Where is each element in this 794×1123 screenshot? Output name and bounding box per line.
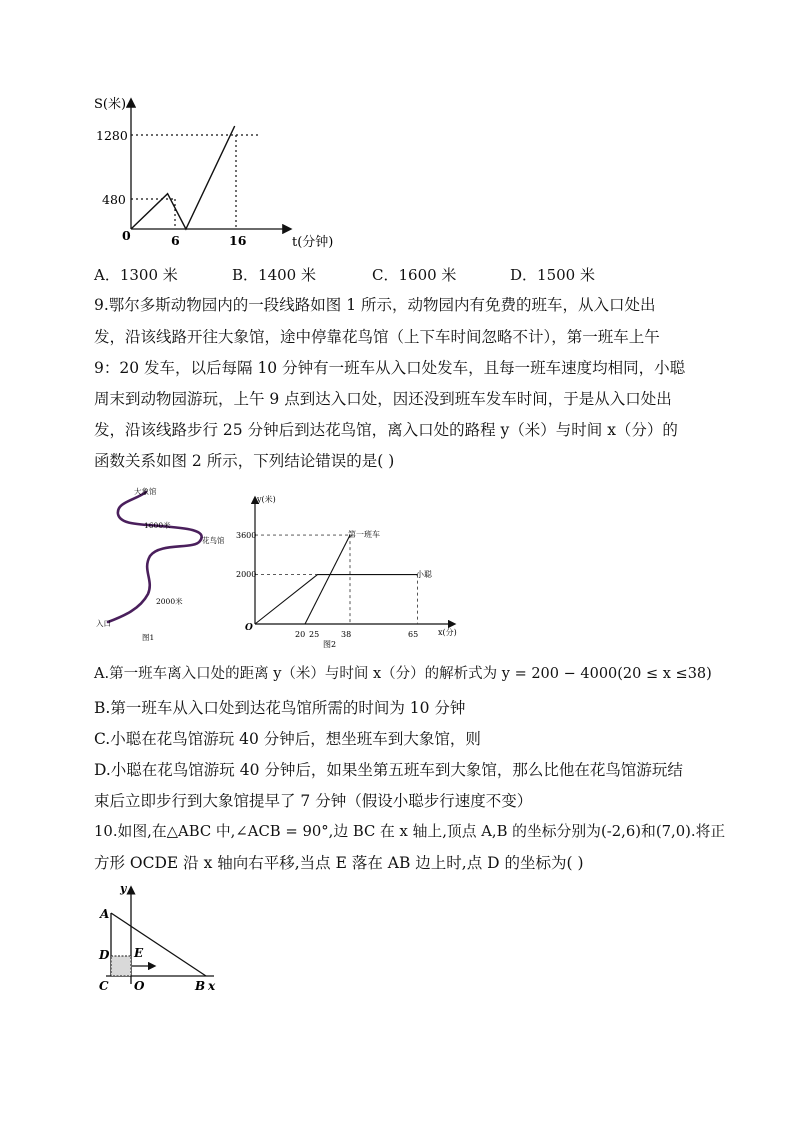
origin-label: 0	[122, 228, 131, 243]
q9-line-3: 9：20 发车，以后每隔 10 分钟有一班车从入口处发车，且每一班车速度均相同，小聪	[94, 359, 686, 377]
label-x: x	[208, 979, 216, 993]
xtick-6: 6	[171, 233, 180, 248]
fig2-xtick-38: 38	[341, 630, 352, 639]
label-o: O	[134, 979, 145, 993]
fig2-caption: 图2	[323, 640, 337, 649]
label-a: A	[100, 907, 110, 921]
route-map-figure1	[94, 484, 224, 644]
y-axis-label: S(米)	[94, 97, 127, 112]
label-e: E	[134, 946, 144, 960]
fig2-x-label: x(分)	[438, 628, 457, 637]
option-9b[interactable]: B.第一班车从入口处到达花鸟馆所需的时间为 10 分钟	[94, 699, 466, 717]
bird-hall-label: 花鸟馆	[202, 536, 224, 545]
x-axis-label: t(分钟)	[292, 235, 334, 250]
fig2-bus-label: 第一班车	[348, 530, 380, 539]
label-d: D	[99, 948, 110, 962]
option-8d[interactable]: D．1500 米	[510, 266, 595, 284]
fig2-dashed-guides	[255, 535, 418, 624]
entrance-label: 入口	[96, 619, 111, 628]
graph-q8	[90, 88, 360, 258]
label-c: C	[99, 979, 109, 993]
fig2-ytick-2000: 2000	[236, 570, 257, 579]
option-9d-line1[interactable]: D.小聪在花鸟馆游玩 40 分钟后，如果坐第五班车到大象馆，那么比他在花鸟馆游玩结	[94, 761, 683, 779]
fig2-ytick-3600: 3600	[236, 531, 257, 540]
q9-line-6: 函数关系如图 2 所示，下列结论错误的是( )	[94, 452, 395, 470]
ytick-480: 480	[102, 192, 126, 207]
label-b: B	[195, 979, 206, 993]
fig2-walker-label: 小聪	[416, 570, 432, 579]
distance-series-line	[131, 126, 235, 229]
fig2-xtick-25: 25	[309, 630, 320, 639]
ytick-1280: 1280	[96, 128, 128, 143]
q10-line-1: 10.如图,在△ABC 中,∠ACB = 90°,边 BC 在 x 轴上,顶点 A,B 的坐标分别为(-2,6)和(7,0).将正	[94, 823, 726, 840]
distance-1600-label: 1600米	[144, 521, 171, 530]
route-path	[108, 492, 202, 622]
square-ocde	[111, 956, 131, 976]
option-8a[interactable]: A．1300 米	[94, 266, 178, 284]
option-9a[interactable]: A.第一班车离入口处的距离 y（米）与时间 x（分）的解析式为 y = 200 − 4000(20 ≤ x ≤38)	[94, 666, 712, 682]
fig2-xtick-20: 20	[295, 630, 306, 639]
label-y: y	[120, 882, 127, 895]
graph-figure2	[236, 490, 466, 650]
option-9c[interactable]: C.小聪在花鸟馆游玩 40 分钟后，想坐班车到大象馆，则	[94, 730, 481, 748]
option-8c[interactable]: C．1600 米	[372, 266, 457, 284]
triangle-square-figure	[94, 882, 234, 997]
distance-2000-label: 2000米	[156, 597, 183, 606]
option-9d-line2: 束后立即步行到大象馆提早了 7 分钟（假设小聪步行速度不变）	[94, 792, 533, 810]
q10-line-2: 方形 OCDE 沿 x 轴向右平移,当点 E 落在 AB 边上时,点 D 的坐标为( )	[94, 854, 584, 872]
xtick-16: 16	[229, 233, 247, 248]
elephant-hall-label: 大象馆	[134, 487, 157, 496]
fig2-xtick-65: 65	[408, 630, 419, 639]
fig2-origin: O	[245, 623, 253, 633]
q9-line-1: 9.鄂尔多斯动物园内的一段线路如图 1 所示，动物园内有免费的班车，从入口处出	[94, 296, 656, 314]
figure1-caption: 图1	[142, 633, 155, 642]
walker-series-line	[255, 575, 418, 624]
q9-line-4: 周末到动物园游玩，上午 9 点到达入口处，因还没到班车发车时间，于是从入口处出	[94, 390, 672, 408]
q9-line-5: 发，沿该线路步行 25 分钟后到达花鸟馆，离入口处的路程 y（米）与时间 x（分）的	[94, 421, 678, 439]
q9-line-2: 发，沿该线路开往大象馆，途中停靠花鸟馆（上下车时间忽略不计），第一班车上午	[94, 328, 660, 346]
fig2-y-label: y(米)	[257, 495, 276, 504]
option-8b[interactable]: B．1400 米	[232, 266, 316, 284]
